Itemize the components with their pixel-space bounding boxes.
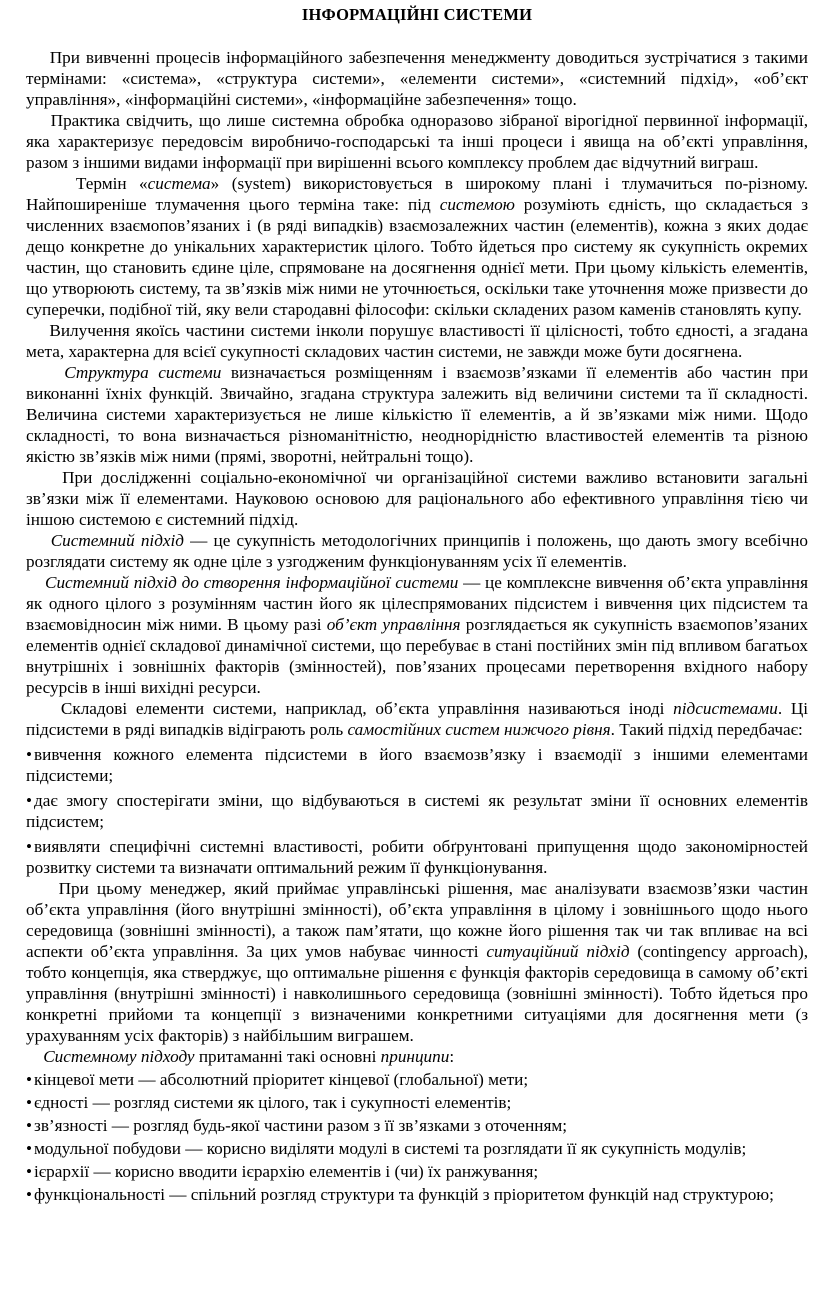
paragraph-principles <box>26 1046 808 1067</box>
bullet-item <box>26 744 808 786</box>
bullet-text: ієрархії — корисно вводити ієрархію елементів і (чи) їх ранжування; <box>34 1162 539 1181</box>
text-run: притаманні такі основні <box>194 1047 381 1066</box>
paragraph-removal: Вилучення якоїсь частини системи інколи порушує властивості її цілісності, тобто єдності, а згадана мета, характерна для всієї сукупності складових частин системи, не завжди може бути досягнена. <box>26 321 813 361</box>
paragraph-research: При дослідженні соціально-економічної чи організаційної системи важливо встановити загальні зв’язки між її елементами. Науковою основою для раціонального або ефективного управління тією чи іншою системою є системний підхід. <box>26 468 813 529</box>
text-run: Термін « <box>26 174 148 193</box>
bullet-icon <box>26 1139 34 1158</box>
text-run: — це комплексне вивчення об’єкта управління як одного цілого з розумінням частин його як цілеспрямованих підсистем і вивчення цих підсистем та взаємовідносин між ними. В цьому разі <box>26 573 813 634</box>
bullet-text: вивчення кожного елемента підсистеми в його взаємозв’язку і взаємодії з іншими елементами підсистеми; <box>26 745 808 785</box>
principle-item <box>26 1115 808 1136</box>
paragraph-system-term <box>26 173 813 320</box>
text-run: (contingency approach), тобто концепція, яка стверджує, що оптимальне рішення є функція факторів середовища в самому об’єкті управління (внутрішні змінності) і навколишнього середовища (зовнішні змінності). Тобто йдеться про конкретні прийоми та концепції з визначеними конкретними ситуаціями для досягнення мети (з урахуванням усіх факторів) з найбільшим виграшем. <box>26 942 813 1045</box>
bullet-icon <box>26 745 34 764</box>
bullet-icon <box>26 1116 34 1135</box>
text-run: . Такий підхід передбачає: <box>610 720 803 739</box>
italic-term-principles: принципи <box>380 1047 450 1066</box>
bullet-text: модульної побудови — корисно виділяти модулі в системі та розглядати її як сукупність модулів; <box>34 1139 747 1158</box>
principle-item <box>26 1184 808 1205</box>
bullet-item <box>26 790 808 832</box>
page-title: ІНФОРМАЦІЙНІ СИСТЕМИ <box>301 5 533 24</box>
bullet-icon <box>26 1070 34 1089</box>
text-run: » (system) використовується в широкому плані і тлумачиться по-різному. Найпоширеніше тлумачення цього терміна таке: під <box>26 174 813 214</box>
bullet-icon <box>26 791 34 810</box>
text-run: . Ці підсистеми в ряді випадків відіграють роль <box>26 699 813 739</box>
italic-term-structure: Структура системи <box>64 363 222 382</box>
text-run: : <box>449 1047 455 1066</box>
italic-term-object: об’єкт управління <box>326 615 461 634</box>
italic-term-lower-systems: самостійних систем нижчого рівня <box>347 720 611 739</box>
italic-term-system-approach: Системний підхід <box>50 531 185 550</box>
bullet-icon <box>26 1093 34 1112</box>
principle-item <box>26 1161 808 1182</box>
paragraph-intro: При вивченні процесів інформаційного забезпечення менеджменту доводиться зустрічатися з такими термінами: «система», «структура системи», «елементи системи», «системний підхід», «об’єкт управління», «інформаційні системи», «інформаційне забезпечення» тощо. <box>26 48 813 109</box>
paragraph-is-approach <box>26 572 813 698</box>
bullet-text: виявляти специфічні системні властивості, робити обґрунтовані припущення щодо закономірностей розвитку системи та визначати оптимальний режим її функціонування. <box>26 837 808 877</box>
italic-term-system: система <box>147 174 211 193</box>
principle-item <box>26 1138 808 1159</box>
paragraph-manager <box>26 878 813 1046</box>
paragraph-structure <box>26 362 813 467</box>
bullet-icon <box>26 837 34 856</box>
paragraph-practice: Практика свідчить, що лише системна обробка одноразово зібраної вірогідної первинної інформації, яка характеризує передовсім виробничо-господарські та інші процеси і явища на об’єкті управління, разом з іншими видами інформації при вирішенні всього комплексу проблем дає відчутний виграш. <box>26 111 813 172</box>
text-run: визначається розміщенням і взаємозв’язками її елементів або частин при виконанні їхніх функцій. Звичайно, згадана структура залежить від величини системи та її складності. Величина системи характеризується не лише кількістю її елементів, а й зв’язками між ними. Щодо складності, то вона визначається різноманітністю, неоднорідністю властивостей елементів та різною якістю зв’язків між ними (прямі, зворотні, нейтральні тощо). <box>26 363 813 466</box>
italic-term-subsystems: підсистемами <box>673 699 778 718</box>
bullet-text: кінцевої мети — абсолютний пріоритет кінцевої (глобальної) мети; <box>34 1070 529 1089</box>
bullet-icon <box>26 1162 34 1181</box>
principle-item <box>26 1069 808 1090</box>
principle-item <box>26 1092 808 1113</box>
italic-term-situational: ситуаційний підхід <box>486 942 630 961</box>
paragraph-system-approach <box>26 530 813 572</box>
italic-term-by-system: системою <box>439 195 515 214</box>
paragraph-subsystems <box>26 698 813 740</box>
text-run: розуміють єдність, що складається з численних взаємопов’язаних і (в ряді випадків) взаємозалежних частин (елементів), кожна з яких додає дещо конкретне до унікальних характеристик цілого. Тобто йдеться про систему як сукупність окремих частин, що становить єдине ціле, спрямоване на досягнення однієї мети. При цьому кількість елементів, що утворюють систему, та зв’язків між ними не уточнюється, оскільки таке уточнення може призвести до суперечки, подібної тій, яку вели стародавні філософи: скільки складених разом каменів становлять купу. <box>26 195 813 319</box>
text-run: — це сукупність методологічних принципів і положень, що дають змогу всебічно розглядати систему як одне ціле з узгодженим функціонуванням усіх її елементів. <box>26 531 813 571</box>
text-run: Складові елементи системи, наприклад, об’єкта управління називаються іноді <box>26 699 674 718</box>
bullet-text: функціональності — спільний розгляд структури та функцій з пріоритетом функцій над структурою; <box>34 1185 774 1204</box>
bullet-icon <box>26 1185 34 1204</box>
text-run: розглядається як сукупність взаємопов’язаних елементів однієї складової динамічної системи, що перебуває в стані постійних змін під впливом багатьох внутрішніх і зовнішніх факторів (змінностей), пов’язаних процесами перетворення вхідного набору ресурсів в інші вихідні ресурси. <box>26 615 813 697</box>
bullet-text: дає змогу спостерігати зміни, що відбуваються в системі як результат зміни її основних елементів підсистем; <box>26 791 808 831</box>
bullet-item <box>26 836 808 878</box>
bullet-text: зв’язності — розгляд будь-якої частини разом з її зв’язками з оточенням; <box>34 1116 568 1135</box>
bullet-text: єдності — розгляд системи як цілого, так і сукупності елементів; <box>34 1093 512 1112</box>
text-run: При цьому менеджер, який приймає управлінські рішення, має аналізувати взаємозв’язки частин об’єкта управління (його внутрішні змінності), об’єкта управління в цілому і зовнішнього щодо нього середовища (зовнішні змінності), а також пам’ятати, що кожне його рішення так чи так впливає на всі аспекти об’єкта управління. За цих умов набуває чинності <box>26 879 813 961</box>
italic-term-is-approach: Системний підхід до створення інформаційної системи <box>44 573 459 592</box>
italic-term-system-approach-dat: Системному підходу <box>43 1047 195 1066</box>
